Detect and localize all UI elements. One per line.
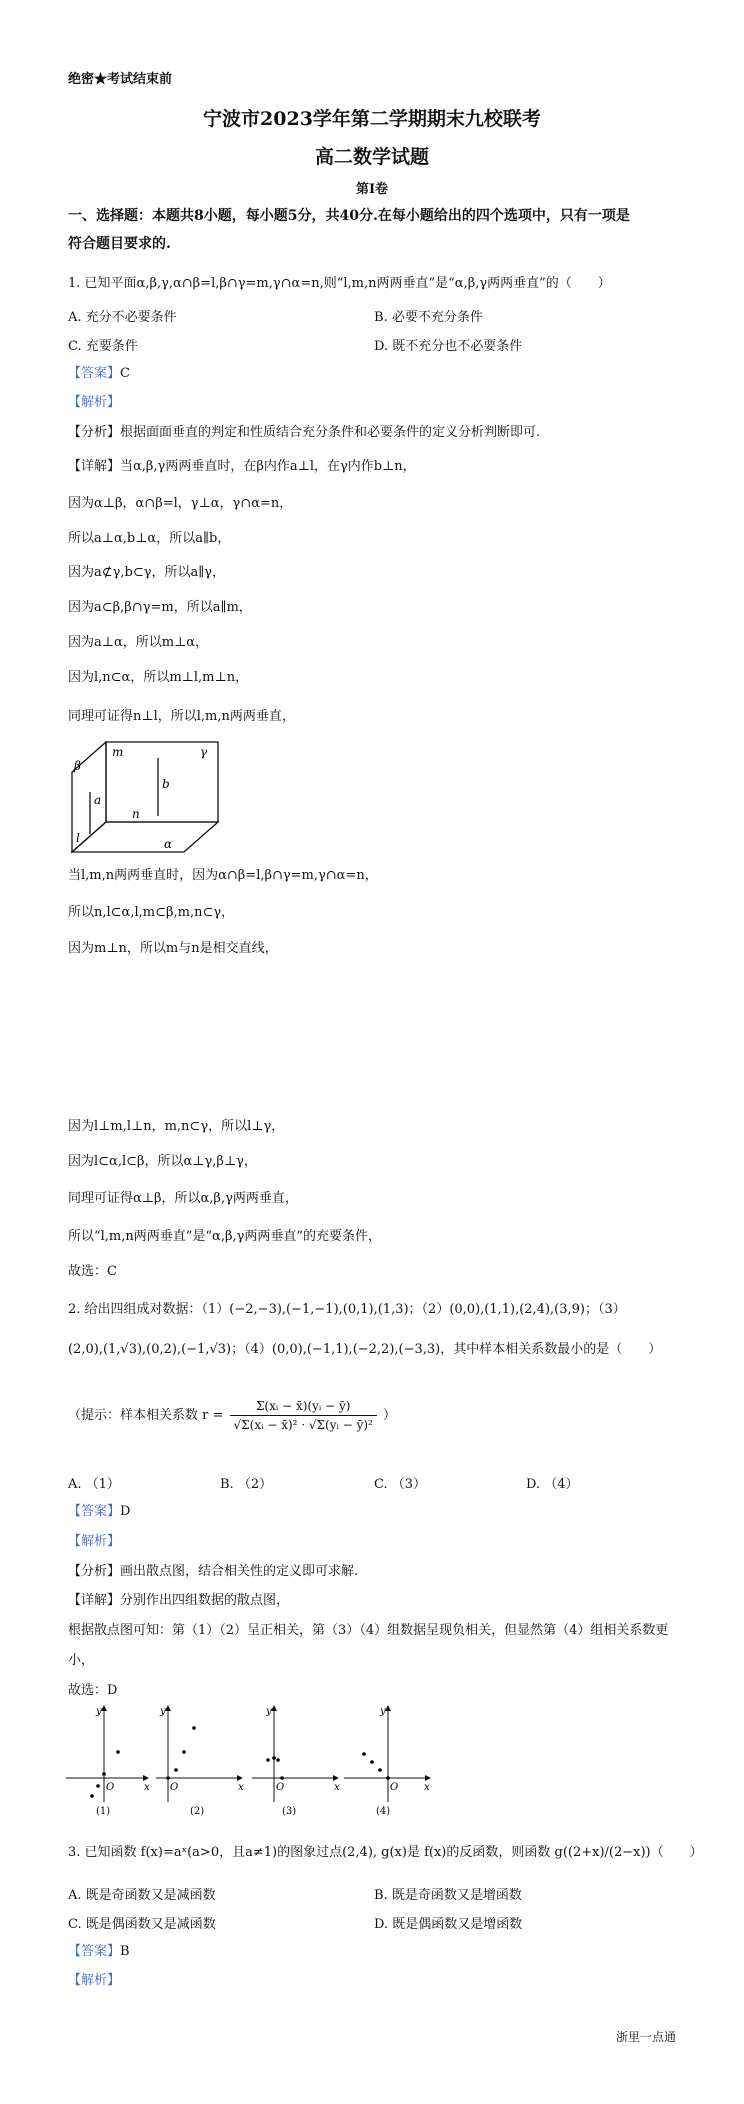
label-alpha: α xyxy=(164,837,173,851)
q2-line: 小， xyxy=(68,1653,95,1668)
q1-line: 因为l,n⊂α，所以m⊥l,m⊥n， xyxy=(68,670,249,685)
q3-option-a: A. 既是奇函数又是减函数 xyxy=(68,1888,216,1903)
y-label: y xyxy=(380,1706,386,1717)
exam-title: 宁波市2023学年第二学期期末九校联考 xyxy=(203,108,541,130)
q1-option-c: C. 充要条件 xyxy=(68,339,138,354)
label-gamma: γ xyxy=(200,745,208,759)
y-label: y xyxy=(96,1706,102,1717)
label-n: n xyxy=(132,807,140,821)
answer-value: C xyxy=(120,366,130,381)
point xyxy=(266,1758,270,1762)
plot-label: (3) xyxy=(282,1806,297,1817)
point xyxy=(174,1768,178,1772)
q1-line: 所以n,l⊂α,l,m⊂β,m,n⊂γ， xyxy=(68,905,235,920)
plane-alpha-shape xyxy=(72,822,218,852)
label-m: m xyxy=(112,745,124,759)
q2-stem-line1: 2. 给出四组成对数据：（1）(−2,−3),(−1,−1),(0,1),(1,3)；（2）(0,0),(1,1),(2,4),(3,9)；（3） xyxy=(68,1302,626,1317)
volume-label: 第I卷 xyxy=(355,182,389,197)
q1-line: 所以“l,m,n两两垂直”是“α,β,γ两两垂直”的充要条件， xyxy=(68,1229,382,1244)
q2-option-b: B. （2） xyxy=(220,1477,273,1492)
q3-option-c: C. 既是偶函数又是减函数 xyxy=(68,1917,216,1932)
point xyxy=(386,1776,390,1780)
q1-line: 因为a⊥α，所以m⊥α， xyxy=(68,635,209,650)
q2-option-d: D. （4） xyxy=(526,1477,579,1492)
correlation-formula xyxy=(230,1397,377,1434)
q1-stem: 1. 已知平面α,β,γ,α∩β=l,β∩γ=m,γ∩α=n,则“l,m,n两两垂直”是“α,β,γ两两垂直”的（ ） xyxy=(68,276,611,291)
label-l: l xyxy=(76,831,80,845)
q1-line: 同理可证得n⊥l，所以l,m,n两两垂直， xyxy=(68,709,295,724)
label-b: b xyxy=(162,777,170,791)
point xyxy=(272,1756,276,1760)
scatter-plot-4 xyxy=(344,1706,430,1817)
formula-numerator: Σ(xᵢ − x̄)(yᵢ − ȳ) xyxy=(230,1397,377,1416)
q3-stem: 3. 已知函数 f(x)=aˣ(a>0，且a≠1)的图象过点(2,4), g(x)是 f(x)的反函数，则函数 g((2+x)/(2−x))（ ） xyxy=(68,1845,703,1860)
q1-line: 因为a⊂β,β∩γ=m，所以a∥m， xyxy=(68,600,252,615)
point xyxy=(280,1776,284,1780)
x-label: x xyxy=(424,1782,430,1793)
q1-fenxi: 【分析】根据面面垂直的判定和性质结合充分条件和必要条件的定义分析判断即可. xyxy=(68,425,541,440)
q1-line: 所以a⊥α,b⊥α，所以a∥b， xyxy=(68,531,231,546)
answer-tag: 【答案】 xyxy=(68,366,121,381)
point xyxy=(276,1758,280,1762)
point xyxy=(378,1768,382,1772)
q2-line: 根据散点图可知：第（1）（2）呈正相关，第（3）（4）组数据呈现负相关，但显然第（4）组相关系数更 xyxy=(68,1623,669,1638)
q1-line: 当l,m,n两两垂直时，因为α∩β=l,β∩γ=m,γ∩α=n， xyxy=(68,868,378,883)
origin-label: O xyxy=(390,1782,399,1793)
q1-line: 因为l⊂α,l⊂β，所以α⊥γ,β⊥γ， xyxy=(68,1154,257,1169)
answer-tag: 【答案】 xyxy=(68,1504,121,1519)
hint-prefix: （提示：样本相关系数 r = xyxy=(68,1408,224,1423)
x-label: x xyxy=(144,1782,150,1793)
point xyxy=(116,1750,120,1754)
point xyxy=(90,1794,94,1798)
hint-suffix: ） xyxy=(383,1408,397,1423)
q3-option-d: D. 既是偶函数又是增函数 xyxy=(374,1917,523,1932)
q1-analysis-tag: 【解析】 xyxy=(68,395,121,410)
plot-label: (2) xyxy=(190,1806,205,1817)
point xyxy=(182,1750,186,1754)
x-label: x xyxy=(334,1782,340,1793)
label-a: a xyxy=(94,793,102,807)
point xyxy=(96,1784,100,1788)
q1-line: 【详解】当α,β,γ两两垂直时，在β内作a⊥l，在γ内作b⊥n， xyxy=(68,459,416,474)
q2-line: 故选：D xyxy=(68,1683,118,1698)
section-heading-line2: 符合题目要求的. xyxy=(68,236,171,252)
point xyxy=(192,1726,196,1730)
q1-line: 因为m⊥n，所以m与n是相交直线， xyxy=(68,941,278,956)
q1-line: 故选：C xyxy=(68,1264,117,1279)
scatter-plot-3 xyxy=(252,1706,340,1817)
point xyxy=(362,1752,366,1756)
q2-answer xyxy=(68,1503,130,1521)
y-label: y xyxy=(160,1706,166,1717)
scatter-plot-2 xyxy=(156,1706,244,1817)
q2-fenxi: 【分析】画出散点图，结合相关性的定义即可求解. xyxy=(68,1564,359,1579)
footer-watermark: 浙里一点通 xyxy=(616,2030,677,2044)
answer-value: D xyxy=(120,1504,131,1519)
q2-analysis-tag: 【解析】 xyxy=(68,1534,121,1549)
scatter-plot-1 xyxy=(66,1706,150,1817)
exam-subtitle: 高二数学试题 xyxy=(314,146,429,168)
origin-label: O xyxy=(276,1782,285,1793)
answer-tag: 【答案】 xyxy=(68,1944,121,1959)
q1-line: 同理可证得α⊥β，所以α,β,γ两两垂直， xyxy=(68,1191,298,1206)
label-beta: β xyxy=(74,759,81,773)
q1-option-b: B. 必要不充分条件 xyxy=(374,310,483,325)
q2-stem-line2: (2,0),(1,√3),(0,2),(−1,√3)；（4）(0,0),(−1,1),(−2,2),(−3,3)，其中样本相关系数最小的是（ ） xyxy=(68,1342,662,1357)
q2-line: 【详解】分别作出四组数据的散点图， xyxy=(68,1593,290,1608)
secret-label: 绝密★考试结束前 xyxy=(68,72,173,87)
point xyxy=(166,1776,170,1780)
plot-label: (1) xyxy=(96,1806,111,1817)
scatter-plots xyxy=(62,1702,434,1818)
point xyxy=(102,1772,106,1776)
q2-hint xyxy=(68,1397,396,1434)
q1-answer xyxy=(68,365,130,383)
q3-answer xyxy=(68,1943,130,1961)
answer-value: B xyxy=(120,1944,130,1959)
plot-label: (4) xyxy=(376,1806,391,1817)
q2-option-c: C. （3） xyxy=(374,1477,427,1492)
q3-analysis-tag: 【解析】 xyxy=(68,1973,121,1988)
point xyxy=(370,1760,374,1764)
origin-label: O xyxy=(106,1782,115,1793)
y-label: y xyxy=(266,1706,272,1717)
x-label: x xyxy=(238,1782,244,1793)
q1-option-a: A. 充分不必要条件 xyxy=(68,310,177,325)
q1-line: 因为α⊥β，α∩β=l，γ⊥α，γ∩α=n， xyxy=(68,496,293,511)
q1-line: 因为l⊥m,l⊥n，m,n⊂γ，所以l⊥γ， xyxy=(68,1119,285,1134)
q1-line: 因为a⊄γ,b⊂γ，所以a∥γ， xyxy=(68,565,226,580)
section-heading-line1: 一、选择题：本题共8小题，每小题5分，共40分.在每小题给出的四个选项中，只有一项是 xyxy=(68,208,630,224)
q3-option-b: B. 既是奇函数又是增函数 xyxy=(374,1888,522,1903)
origin-label: O xyxy=(170,1782,179,1793)
formula-denominator: √Σ(xᵢ − x̄)² · √Σ(yᵢ − ȳ)² xyxy=(233,1418,373,1432)
q1-option-d: D. 既不充分也不必要条件 xyxy=(374,339,523,354)
q2-option-a: A. （1） xyxy=(68,1477,120,1492)
planes-figure xyxy=(66,738,226,858)
